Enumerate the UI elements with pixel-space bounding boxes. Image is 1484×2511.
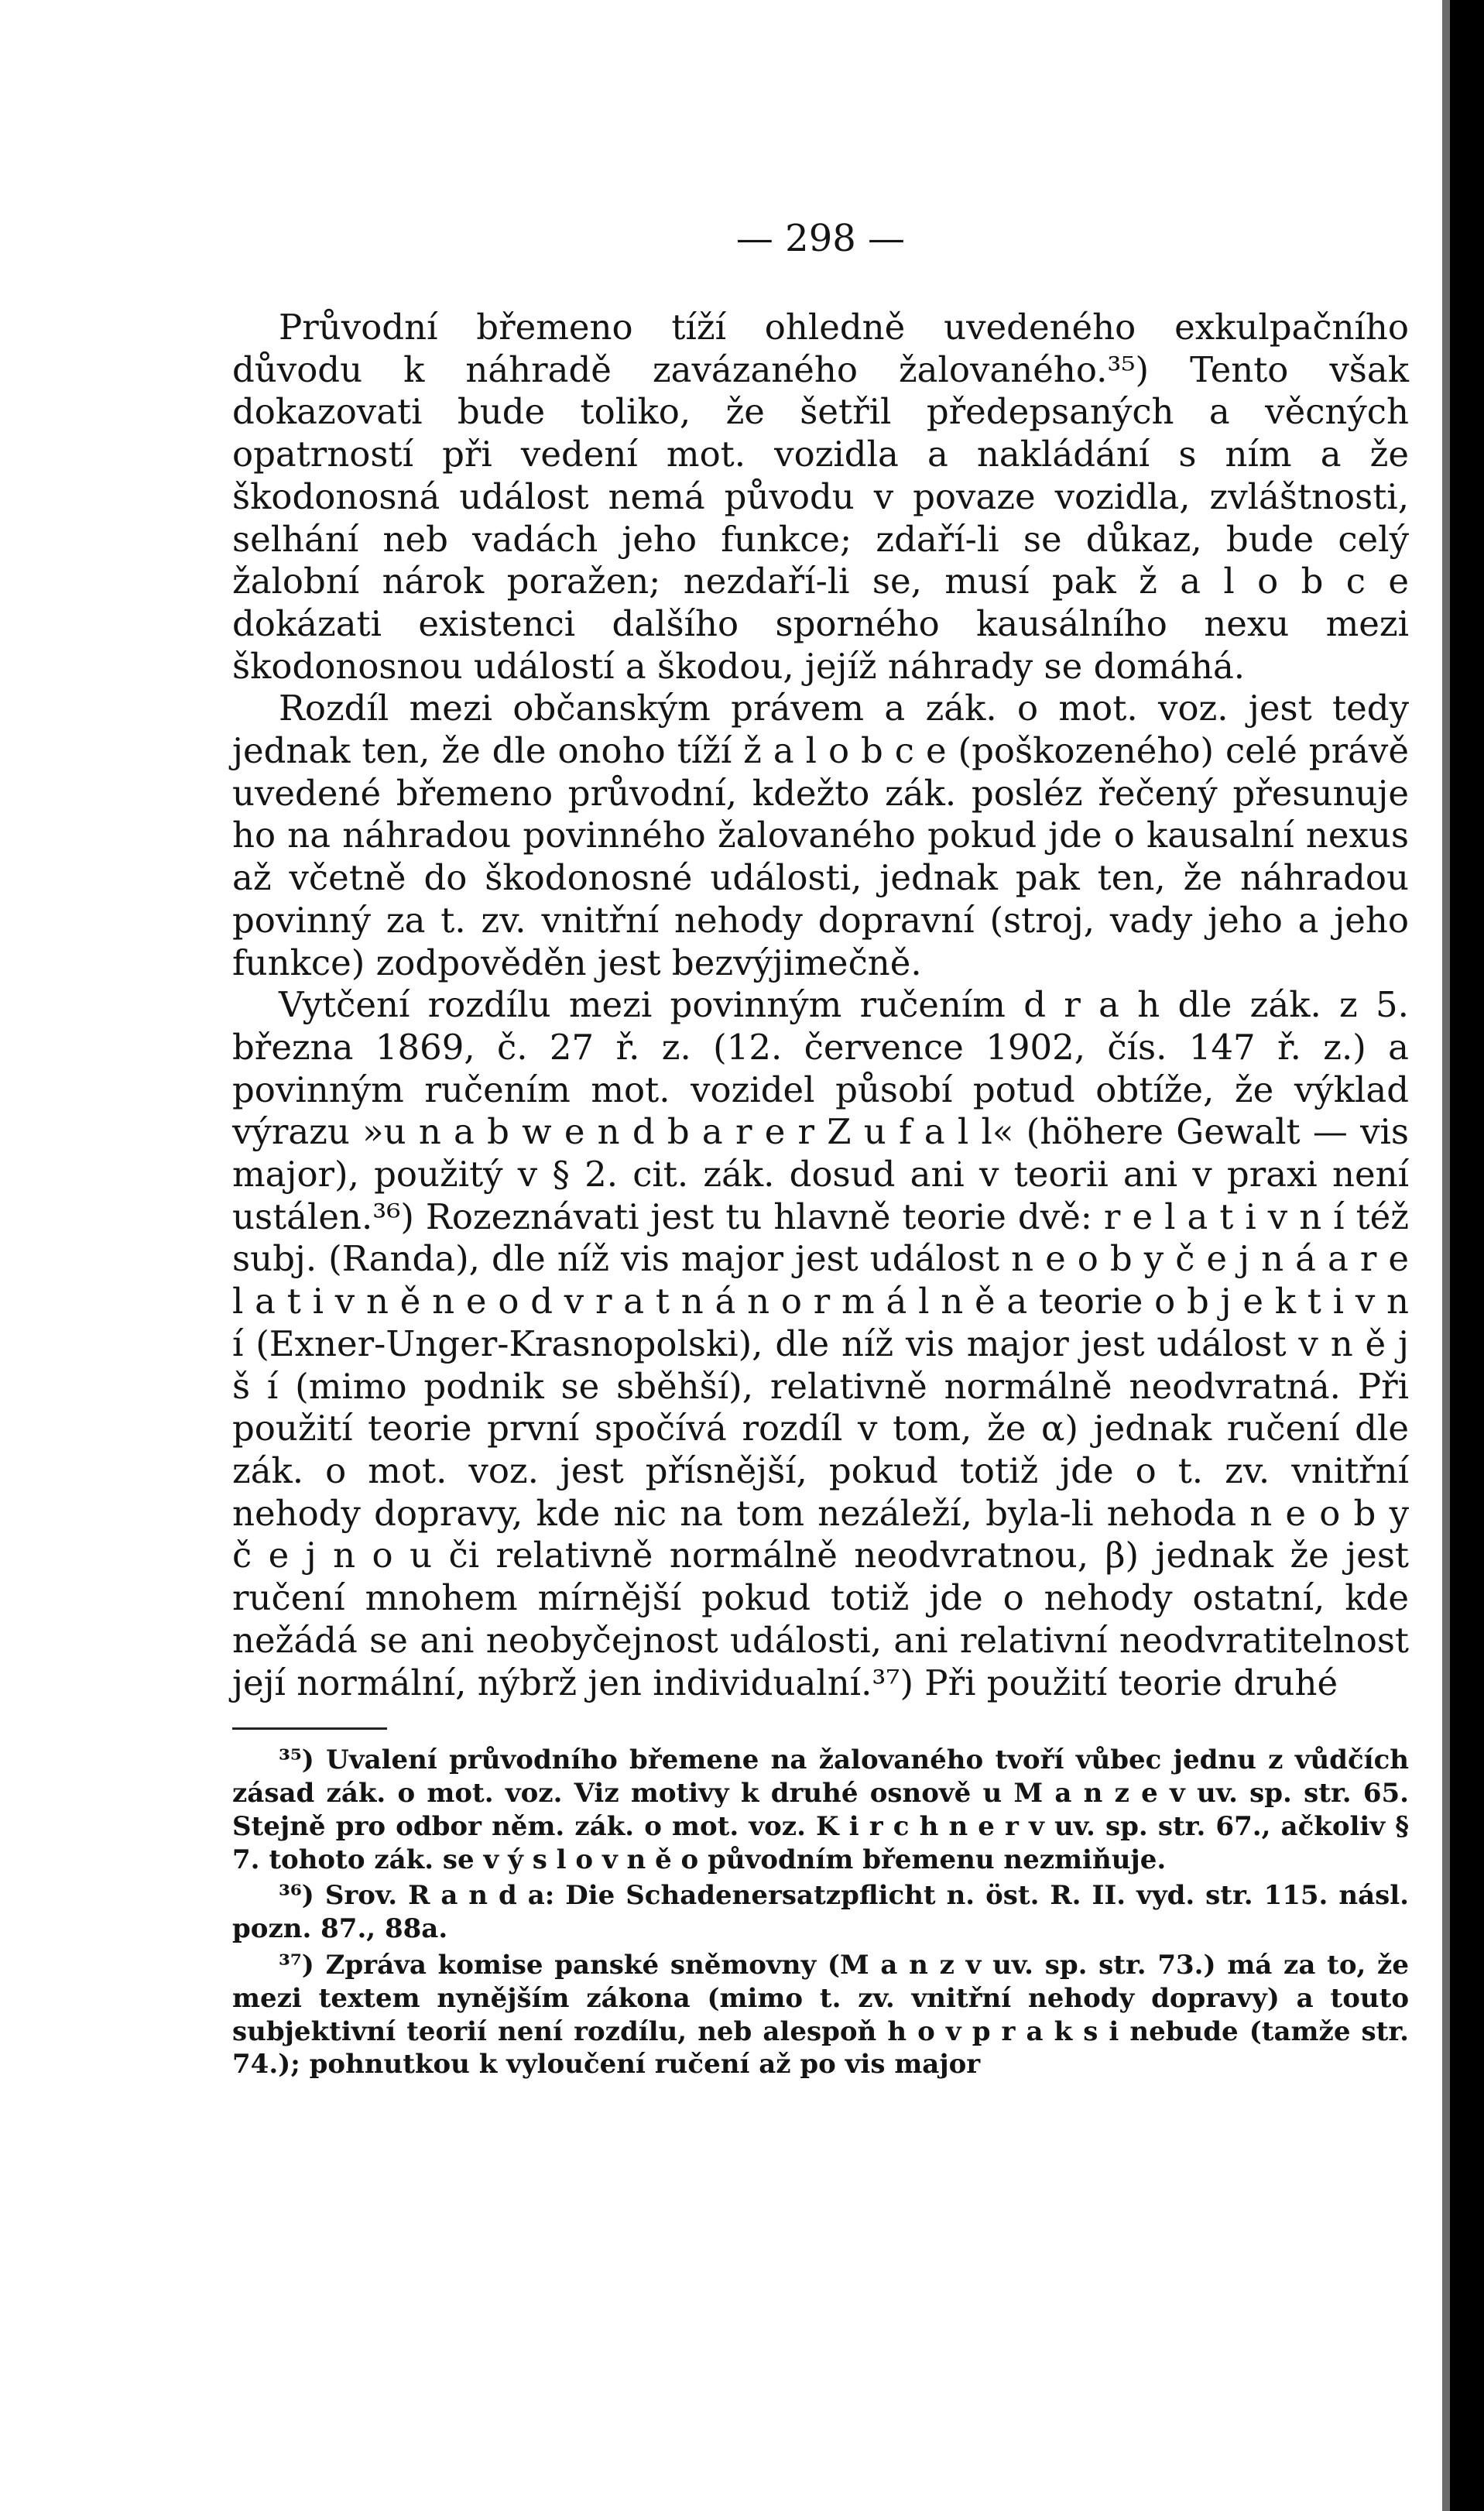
document-page [232,217,1409,2084]
footnote-divider [232,1727,387,1730]
paragraph-3: Vytčení rozdílu mezi povinným ručením d r a h dle zák. z 5. března 1869, č. 27 ř. z. (12. července 1902, čís. 147 ř. z.) a povinným ručením mot. vozidel působí potud obtíže, že výklad výrazu »u n a b w e n d b a r e r Z u f a l l« (höhere Gewalt — vis major), použitý v § 2. cit. zák. dosud ani v teorii ani v praxi není ustálen.³⁶) Rozeznávati jest tu hlavně teorie dvě: r e l a t i v n í též subj. (Randa), dle níž vis major jest událost n e o b y č e j n á a r e l a t i v n ě n e o d v r a t n á n o r m á l n ě a teorie o b j e k t i v n í (Exner-Unger-Krasnopolski), dle níž vis major jest událost v n ě j š í (mimo podnik se sběhší), relativně normálně neodvratná. Při použití teorie první spočívá rozdíl v tom, že α) jednak ručení dle zák. o mot. voz. jest přísnější, pokud totiž jde o t. zv. vnitřní nehody dopravy, kde nic na tom nezáleží, byla-li nehoda n e o b y č e j n o u či relativně normálně neodvratnou, β) jednak že jest ručení mnohem mírnější pokud totiž jde o nehody ostatní, kde nežádá se ani neobyčejnost události, ani relativní neodvratitelnost její normální, nýbrž jen individualní.³⁷) Při použití teorie druhé [232,984,1409,1703]
page-edge-shadow [1442,0,1450,2511]
footnote-35: ³⁵) Uvalení průvodního břemene na žalovaného tvoří vůbec jednu z vůdčích zásad zák. o mot. voz. Viz motivy k druhé osnově u M a n z e v uv. sp. str. 65. Stejně pro odbor něm. zák. o mot. voz. K i r c h n e r v uv. sp. str. 67., ačkoliv § 7. tohoto zák. se v ý s l o v n ě o původním břemenu nezmiňuje. [232,1744,1409,1875]
paragraph-1: Průvodní břemeno tíží ohledně uvedeného exkulpačního důvodu k náhradě zavázaného žalovaného.³⁵) Tento však dokazovati bude toliko, že šetřil předepsaných a věcných opatrností při vedení mot. vozidla a nakládání s ním a že škodonosná událost nemá původu v povaze vozidla, zvláštnosti, selhání neb vadách jeho funkce; zdaří-li se důkaz, bude celý žalobní nárok poražen; nezdaří-li se, musí pak ž a l o b c e dokázati existenci dalšího sporného kausálního nexu mezi škodonosnou událostí a škodou, jejíž náhrady se domáhá. [232,307,1409,687]
footnote-36: ³⁶) Srov. R a n d a: Die Schadenersatzpflicht n. öst. R. II. vyd. str. 115. násl. pozn. 87., 88a. [232,1880,1409,1945]
paragraph-2: Rozdíl mezi občanským právem a zák. o mot. voz. jest tedy jednak ten, že dle onoho tíží ž a l o b c e (poškozeného) celé právě uvedené břemeno průvodní, kdežto zák. posléz řečený přesunuje ho na náhradou povinného žalovaného pokud jde o kausalní nexus až včetně do škodonosné události, jednak pak ten, že náhradou povinný za t. zv. vnitřní nehody dopravní (stroj, vady jeho a jeho funkce) zodpověděn jest bezvýjimečně. [232,688,1409,983]
page-number: — 298 — [735,217,906,260]
footnotes [232,1744,1409,2081]
footnote-37: ³⁷) Zpráva komise panské sněmovny (M a n z v uv. sp. str. 73.) má za to, že mezi textem nynějším zákona (mimo t. zv. vnitřní nehody dopravy) a touto subjektivní teorií není rozdílu, neb alespoň h o v p r a k s i nebude (tamže str. 74.); pohnutkou k vyloučení ručení až po vis major [232,1949,1409,2080]
body-text [232,307,1409,1704]
page-edge [1450,0,1484,2511]
